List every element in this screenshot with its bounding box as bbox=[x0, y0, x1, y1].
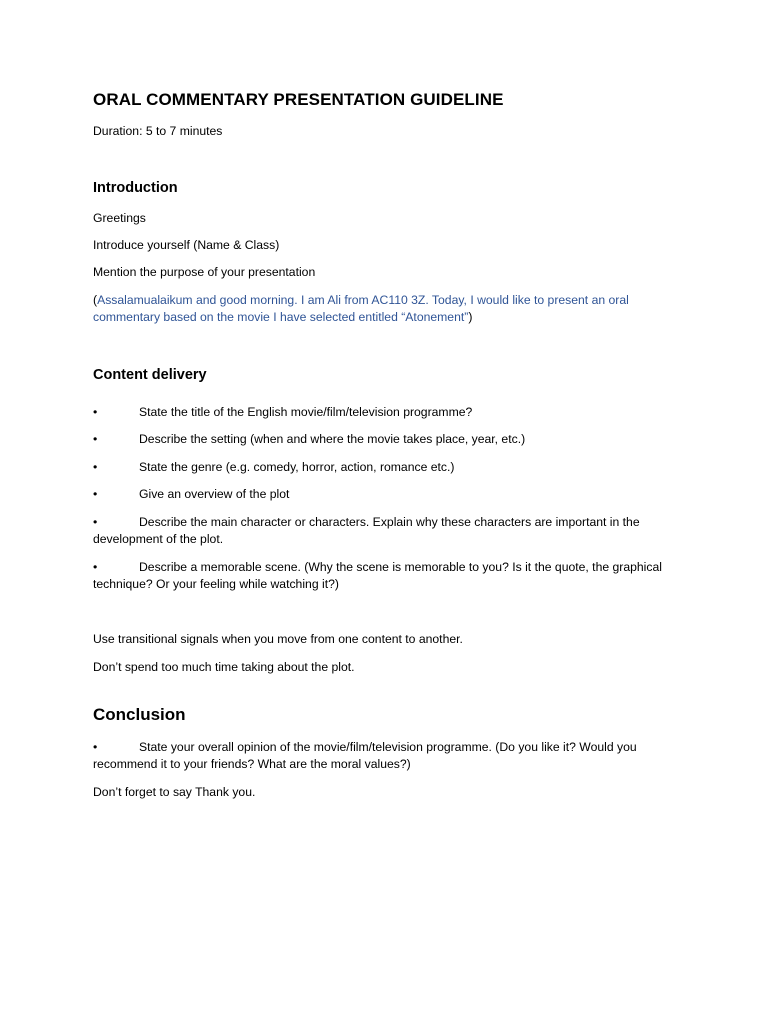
content-bullet-text: Describe the setting (when and where the movie takes place, year, etc.) bbox=[139, 432, 526, 446]
bullet-icon: • bbox=[93, 560, 98, 574]
bullet-icon: • bbox=[93, 432, 98, 446]
content-bullet-item bbox=[93, 404, 673, 421]
content-note-transitional: Use transitional signals when you move from one content to another. bbox=[93, 632, 463, 646]
conclusion-bullet-text: State your overall opinion of the movie/film/television programme. (Do you like it? Would you recommend it to your friends? What are the moral values?) bbox=[93, 740, 637, 771]
bullet-icon: • bbox=[93, 487, 98, 501]
intro-item-introduce: Introduce yourself (Name & Class) bbox=[93, 238, 280, 252]
content-bullet-text: Describe a memorable scene. (Why the scene is memorable to you? Is it the quote, the graphical technique? Or your feeling while watching it?) bbox=[93, 560, 662, 591]
content-bullet-text: State the genre (e.g. comedy, horror, action, romance etc.) bbox=[139, 460, 455, 474]
bullet-icon: • bbox=[93, 515, 98, 529]
intro-example-close-paren: ) bbox=[468, 310, 473, 324]
content-bullet-item bbox=[93, 459, 673, 476]
intro-example-text: Assalamualaikum and good morning. I am Ali from AC110 3Z. Today, I would like to present an oral commentary based on the movie I have selected entitled “Atonement” bbox=[93, 293, 629, 324]
duration-text: Duration: 5 to 7 minutes bbox=[93, 124, 223, 138]
content-bullet-item bbox=[93, 559, 673, 593]
intro-example-open-paren: ( bbox=[93, 293, 98, 307]
document-page bbox=[93, 0, 673, 1024]
content-bullet-text: State the title of the English movie/film/television programme? bbox=[139, 405, 473, 419]
bullet-icon: • bbox=[93, 740, 98, 754]
conclusion-heading: Conclusion bbox=[93, 705, 186, 724]
introduction-heading: Introduction bbox=[93, 180, 178, 196]
intro-item-purpose: Mention the purpose of your presentation bbox=[93, 265, 316, 279]
intro-item-greetings: Greetings bbox=[93, 211, 146, 225]
conclusion-bullet-item bbox=[93, 739, 673, 773]
intro-example bbox=[93, 292, 673, 326]
conclusion-closing: Don’t forget to say Thank you. bbox=[93, 785, 256, 799]
content-delivery-heading: Content delivery bbox=[93, 367, 207, 383]
content-note-plot: Don’t spend too much time taking about the plot. bbox=[93, 660, 355, 674]
content-bullet-text: Describe the main character or characters. Explain why these characters are important in the development of the plot. bbox=[93, 515, 640, 546]
content-bullet-text: Give an overview of the plot bbox=[139, 487, 290, 501]
bullet-icon: • bbox=[93, 405, 98, 419]
content-bullet-item bbox=[93, 486, 673, 503]
content-bullet-item bbox=[93, 431, 673, 448]
document-title: ORAL COMMENTARY PRESENTATION GUIDELINE bbox=[93, 90, 504, 109]
bullet-icon: • bbox=[93, 460, 98, 474]
content-bullet-item bbox=[93, 514, 673, 548]
